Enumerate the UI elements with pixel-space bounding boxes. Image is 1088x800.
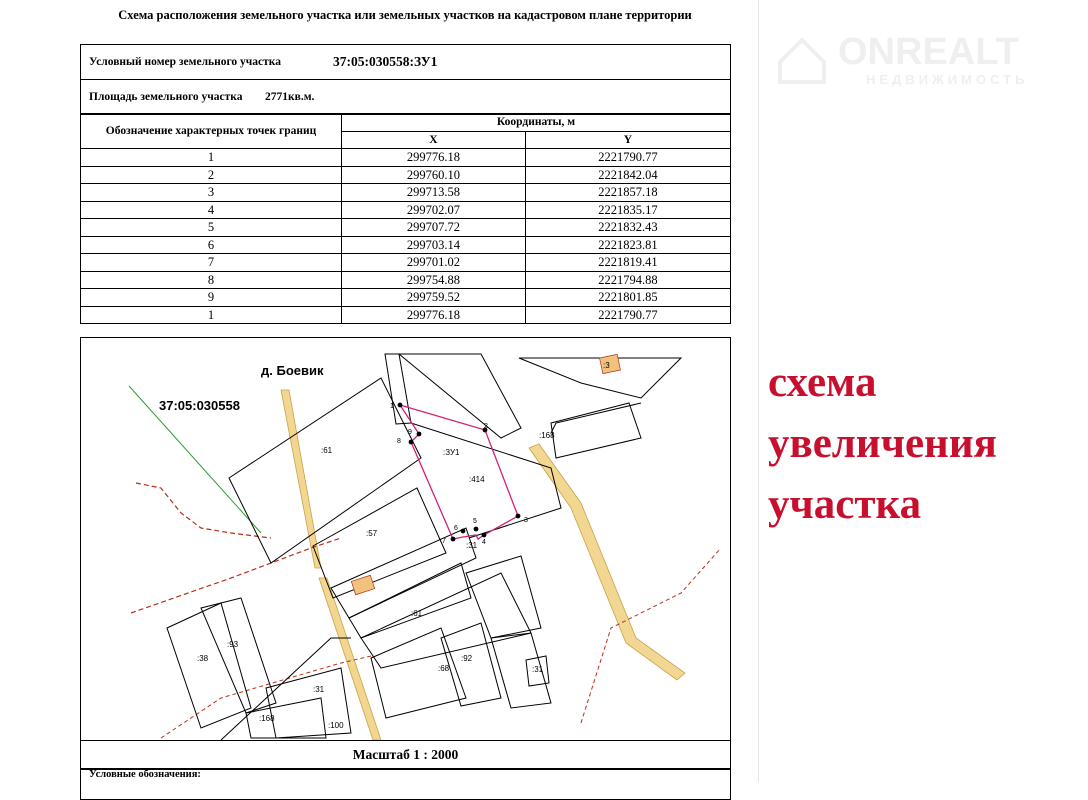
legend-box xyxy=(80,768,731,800)
vertex-label-7: 7 xyxy=(442,538,446,545)
lot-label: :168 xyxy=(539,431,555,440)
x-cell: 299760.10 xyxy=(342,166,526,184)
point-cell: 8 xyxy=(81,271,342,289)
x-cell: 299702.07 xyxy=(342,201,526,219)
watermark-logo xyxy=(770,20,1070,90)
parcel-area-value: 2771кв.м. xyxy=(265,91,315,103)
point-cell: 1 xyxy=(81,149,342,167)
lot-label: :93 xyxy=(227,640,239,649)
vertex-label-6: 6 xyxy=(454,525,458,532)
header-y: Y xyxy=(525,131,730,149)
parcel-number-value: 37:05:030558:ЗУ1 xyxy=(333,54,438,69)
vertex-label-1: 1 xyxy=(390,403,394,410)
table-row xyxy=(81,166,731,184)
cadastral-map xyxy=(80,337,731,741)
watermark-brand: ONREALT xyxy=(838,31,1019,73)
parcel-area-row xyxy=(81,80,730,114)
point-cell: 5 xyxy=(81,219,342,237)
lot-label: :38 xyxy=(197,654,209,663)
lot-label: :100 xyxy=(328,721,344,730)
y-cell: 2221801.85 xyxy=(525,289,730,307)
document-title: Схема расположения земельного участка или земельных участков на кадастровом плане территории xyxy=(118,8,692,22)
lot-label: :31 xyxy=(532,665,544,674)
village-name: д. Боевик xyxy=(261,363,324,378)
y-cell: 2221819.41 xyxy=(525,254,730,272)
table-row xyxy=(81,254,731,272)
header-x: X xyxy=(342,131,526,149)
point-cell: 9 xyxy=(81,289,342,307)
point-cell: 3 xyxy=(81,184,342,202)
table-row xyxy=(81,289,731,307)
caption-line-3: участка xyxy=(768,481,922,528)
lot-label: :31 xyxy=(313,685,325,694)
lot-label: :3 xyxy=(603,361,610,370)
x-cell: 299703.14 xyxy=(342,236,526,254)
table-row xyxy=(81,271,731,289)
y-cell: 2221832.43 xyxy=(525,219,730,237)
point-cell: 6 xyxy=(81,236,342,254)
table-row xyxy=(81,306,731,324)
table-row xyxy=(81,201,731,219)
x-cell: 299759.52 xyxy=(342,289,526,307)
lot-label: :61 xyxy=(321,446,333,455)
y-cell: 2221823.81 xyxy=(525,236,730,254)
y-cell: 2221835.17 xyxy=(525,201,730,219)
lot-label: :414 xyxy=(469,475,485,484)
parcel-area-label: Площадь земельного участка xyxy=(89,91,243,103)
x-cell: 299754.88 xyxy=(342,271,526,289)
lot-label: :57 xyxy=(366,529,378,538)
parcel-label: :ЗУ1 xyxy=(443,448,460,457)
map-drawing xyxy=(81,338,730,740)
lot-label: :168 xyxy=(259,714,275,723)
point-cell: 7 xyxy=(81,254,342,272)
sheet-edge xyxy=(758,0,759,782)
coordinates-body xyxy=(81,149,731,324)
table-row xyxy=(81,236,731,254)
coordinates-table xyxy=(80,113,731,324)
lot-label: :31 xyxy=(466,541,478,550)
vertex-label-5: 5 xyxy=(473,518,477,525)
vertex-label-9: 9 xyxy=(408,429,412,436)
parcel-info-box xyxy=(80,44,731,115)
x-cell: 299776.18 xyxy=(342,306,526,324)
x-cell: 299701.02 xyxy=(342,254,526,272)
header-points: Обозначение характерных точек границ xyxy=(81,114,342,149)
table-row xyxy=(81,184,731,202)
building xyxy=(351,575,374,594)
dashed-line xyxy=(131,538,341,613)
parcel-vertices xyxy=(398,403,521,542)
lot-label: :61 xyxy=(411,609,423,618)
caption-line-2: увеличения xyxy=(768,420,997,467)
house-icon xyxy=(780,40,824,82)
vertex-label-8: 8 xyxy=(397,438,401,445)
road-strip xyxy=(529,444,685,680)
vertex-label-4: 4 xyxy=(482,539,486,546)
dashed-line xyxy=(136,483,271,538)
parcel-number-label: Условный номер земельного участка xyxy=(89,56,281,68)
y-cell: 2221857.18 xyxy=(525,184,730,202)
parcel-number-row xyxy=(81,45,730,80)
watermark-sub: НЕДВИЖИМОСТЬ xyxy=(866,72,1029,87)
vertex-labels xyxy=(390,403,528,546)
table-row xyxy=(81,219,731,237)
vertex-label-2: 2 xyxy=(484,423,488,430)
caption-line-1: схема xyxy=(768,359,877,406)
table-row xyxy=(81,149,731,167)
x-cell: 299707.72 xyxy=(342,219,526,237)
road-strip xyxy=(281,390,321,568)
point-cell: 2 xyxy=(81,166,342,184)
header-coordinates: Координаты, м xyxy=(342,114,731,132)
vertex-label-3: 3 xyxy=(524,517,528,524)
x-cell: 299776.18 xyxy=(342,149,526,167)
legend-title: Условные обозначения: xyxy=(89,769,201,780)
y-cell: 2221794.88 xyxy=(525,271,730,289)
scale-box: Масштаб 1 : 2000 xyxy=(80,740,731,770)
point-cell: 1 xyxy=(81,306,342,324)
y-cell: 2221790.77 xyxy=(525,149,730,167)
x-cell: 299713.58 xyxy=(342,184,526,202)
lot-label: :92 xyxy=(461,654,473,663)
lot-label: :68 xyxy=(438,664,450,673)
quarter-number: 37:05:030558 xyxy=(159,398,240,413)
y-cell: 2221842.04 xyxy=(525,166,730,184)
red-caption xyxy=(768,352,997,535)
point-cell: 4 xyxy=(81,201,342,219)
y-cell: 2221790.77 xyxy=(525,306,730,324)
